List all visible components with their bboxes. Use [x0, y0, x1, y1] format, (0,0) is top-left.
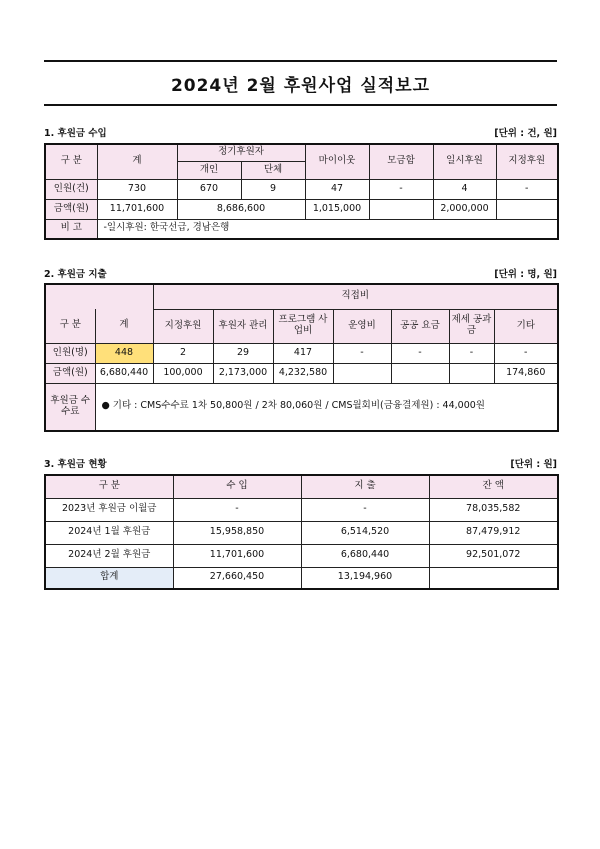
table-cell: 8,686,600: [177, 199, 305, 219]
status-header-expense: 지 출: [301, 475, 429, 498]
table-row: [45, 199, 558, 219]
table-cell: 6,514,520: [301, 521, 429, 544]
table-cell: 670: [177, 179, 241, 199]
status-header-income: 수 입: [173, 475, 301, 498]
income-heading: 1. 후원금 수입: [44, 128, 107, 139]
table-cell: 2,000,000: [433, 199, 496, 219]
income-header-designated: 지정후원: [496, 144, 558, 179]
table-cell: 9: [241, 179, 305, 199]
income-header-regular: 정기후원자: [177, 144, 305, 161]
note-text: -일시후원: 한국선급, 경남은행: [97, 219, 558, 239]
expense-section-header: [44, 266, 557, 280]
table-cell: -: [391, 343, 449, 363]
expense-heading: 2. 후원금 지출: [44, 269, 107, 280]
income-header-myiut: 마이이웃: [305, 144, 369, 179]
income-header-group: 단체: [241, 161, 305, 179]
expense-header-operating: 운영비: [333, 309, 391, 343]
income-header-category: 구 분: [45, 144, 97, 179]
table-row: [45, 544, 558, 567]
table-row-total: [45, 567, 558, 589]
table-row: [45, 219, 558, 239]
row-label: 2023년 후원금 이월금: [45, 498, 173, 521]
expense-header-total: 계: [95, 309, 153, 343]
row-label: 인원(건): [45, 179, 97, 199]
table-cell: -: [496, 179, 558, 199]
table-cell: -: [301, 498, 429, 521]
table-cell: 78,035,582: [429, 498, 558, 521]
table-cell: 448: [95, 343, 153, 363]
income-table: [44, 143, 559, 240]
title-box: [44, 60, 557, 106]
expense-header-taxes: 제세 공과금: [449, 309, 494, 343]
table-cell: [333, 363, 391, 383]
expense-header-utility: 공공 요금: [391, 309, 449, 343]
row-label: 금액(원): [45, 363, 95, 383]
expense-header-category: 구 분: [45, 309, 95, 343]
table-cell: 2,173,000: [213, 363, 273, 383]
table-cell: -: [449, 343, 494, 363]
row-label: 2024년 2월 후원금: [45, 544, 173, 567]
status-unit: [단위 : 원]: [510, 459, 557, 470]
table-row: [45, 343, 558, 363]
table-cell: 13,194,960: [301, 567, 429, 589]
table-cell: [496, 199, 558, 219]
table-cell: 417: [273, 343, 333, 363]
table-row: [45, 179, 558, 199]
table-cell: 174,860: [494, 363, 558, 383]
income-header-total: 계: [97, 144, 177, 179]
table-cell: 1,015,000: [305, 199, 369, 219]
expense-header-program: 프로그램 사업비: [273, 309, 333, 343]
table-cell: -: [494, 343, 558, 363]
fee-label: 후원금 수수료: [45, 383, 95, 431]
row-label: 2024년 1월 후원금: [45, 521, 173, 544]
expense-header-blank: [45, 284, 153, 309]
expense-header-sponsor-mgmt: 후원자 관리: [213, 309, 273, 343]
table-cell: -: [173, 498, 301, 521]
table-cell: 11,701,600: [97, 199, 177, 219]
table-cell: 87,479,912: [429, 521, 558, 544]
status-table: [44, 474, 559, 590]
table-cell: 730: [97, 179, 177, 199]
expense-header-direct: 직접비: [153, 284, 558, 309]
table-cell: 6,680,440: [95, 363, 153, 383]
table-cell: 4: [433, 179, 496, 199]
table-cell: 27,660,450: [173, 567, 301, 589]
table-cell: 11,701,600: [173, 544, 301, 567]
status-heading: 3. 후원금 현황: [44, 459, 107, 470]
table-cell: 29: [213, 343, 273, 363]
table-cell: 15,958,850: [173, 521, 301, 544]
status-header-category: 구 분: [45, 475, 173, 498]
status-section-header: [44, 456, 557, 470]
expense-header-designated: 지정후원: [153, 309, 213, 343]
table-cell: 2: [153, 343, 213, 363]
note-label: 비 고: [45, 219, 97, 239]
status-header-balance: 잔 액: [429, 475, 558, 498]
fee-note: ● 기타 : CMS수수료 1차 50,800원 / 2차 80,060원 / CMS월회비(금융결제원) : 44,000원: [95, 383, 558, 431]
total-label: 합계: [45, 567, 173, 589]
income-header-individual: 개인: [177, 161, 241, 179]
table-cell: 6,680,440: [301, 544, 429, 567]
table-cell: -: [369, 179, 433, 199]
row-label: 인원(명): [45, 343, 95, 363]
income-header-temporary: 일시후원: [433, 144, 496, 179]
page-title: 2024년 2월 후원사업 실적보고: [170, 75, 431, 96]
table-row: [45, 498, 558, 521]
table-row: [45, 521, 558, 544]
table-cell: 4,232,580: [273, 363, 333, 383]
table-cell: [429, 567, 558, 589]
row-label: 금액(원): [45, 199, 97, 219]
expense-header-other: 기타: [494, 309, 558, 343]
table-cell: [449, 363, 494, 383]
table-cell: 47: [305, 179, 369, 199]
table-cell: 92,501,072: [429, 544, 558, 567]
expense-table: [44, 283, 559, 432]
income-section-header: [44, 125, 557, 139]
table-cell: -: [333, 343, 391, 363]
table-cell: 100,000: [153, 363, 213, 383]
income-header-donation-box: 모금함: [369, 144, 433, 179]
expense-unit: [단위 : 명, 원]: [494, 269, 557, 280]
table-row: [45, 383, 558, 431]
table-cell: [369, 199, 433, 219]
table-row: [45, 363, 558, 383]
table-cell: [391, 363, 449, 383]
income-unit: [단위 : 건, 원]: [494, 128, 557, 139]
